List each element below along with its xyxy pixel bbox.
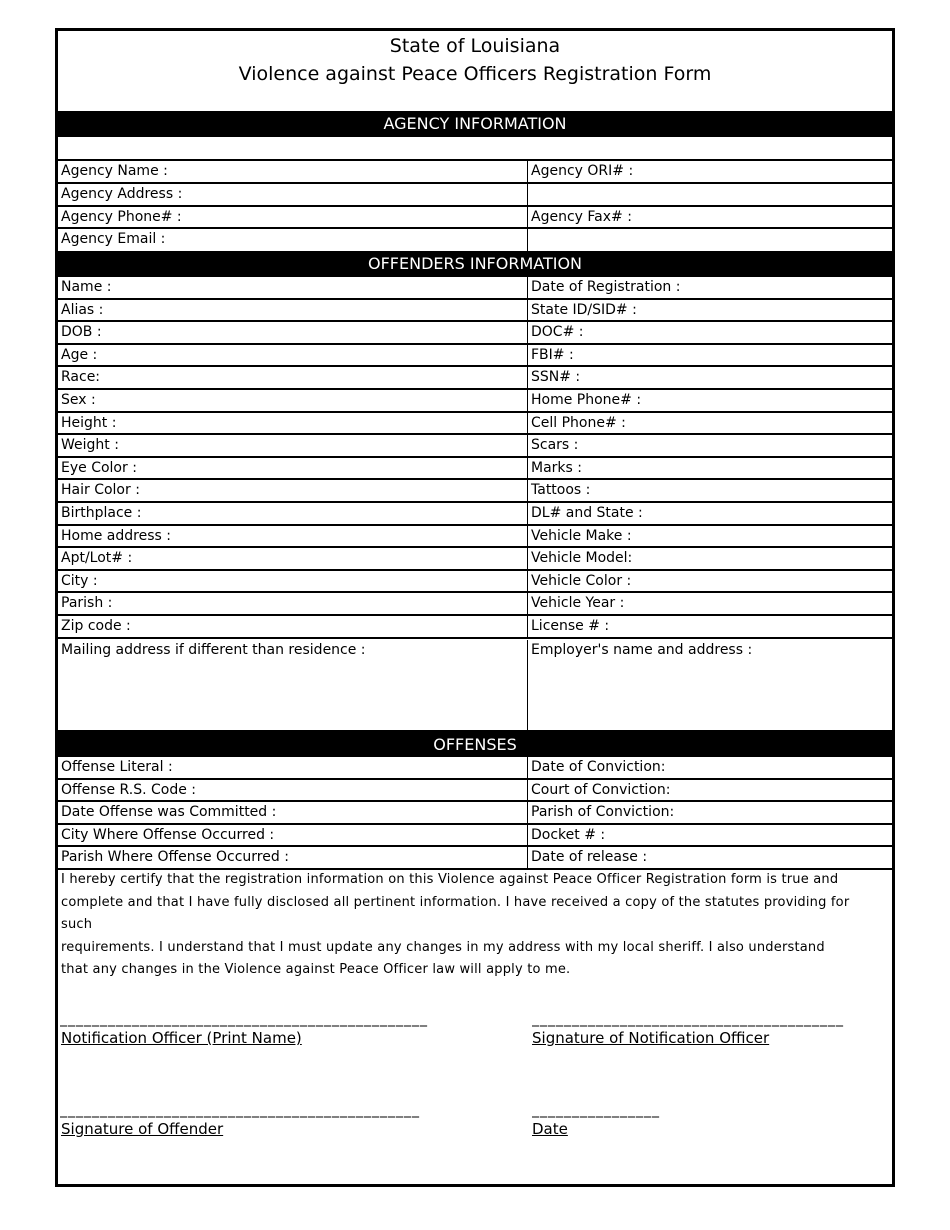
agency-name-field[interactable]: Agency Name : [58, 161, 528, 182]
agency-address-field[interactable]: Agency Address : [58, 184, 528, 205]
offender-field-right[interactable]: Tattoos : [531, 482, 591, 499]
table-row [58, 757, 892, 780]
offender-field-left[interactable]: Eye Color : [58, 458, 528, 479]
officer-name-line[interactable]: ______________________________________________ [60, 1011, 428, 1027]
table-row [58, 526, 892, 549]
table-row [58, 503, 892, 526]
agency-email-right-field[interactable] [528, 229, 892, 251]
offender-field-right[interactable]: Scars : [531, 437, 579, 454]
offense-field-left[interactable]: Parish Where Offense Occurred : [58, 847, 528, 868]
offender-field-right[interactable]: Marks : [531, 459, 582, 476]
offender-field-left[interactable]: Height : [58, 413, 528, 434]
table-row [58, 277, 892, 300]
table-row [58, 847, 892, 870]
table-row [58, 345, 892, 368]
table-row [58, 161, 892, 184]
agency-phone-field[interactable]: Agency Phone# : [58, 207, 528, 227]
offender-field-right[interactable]: Date of Registration : [531, 279, 681, 295]
offender-field-right[interactable]: State ID/SID# : [531, 301, 637, 318]
mailing-employer-row [58, 640, 892, 732]
agency-address-right-field[interactable] [528, 184, 892, 205]
table-row [58, 184, 892, 207]
table-row [58, 435, 892, 458]
offender-field-left[interactable]: Sex : [58, 390, 528, 411]
offender-signature-line[interactable]: _____________________________________________ [60, 1102, 420, 1118]
certification-line: that any changes in the Violence against Peace Officer law will apply to me. [61, 962, 571, 977]
offender-field-left[interactable]: Home address : [58, 526, 528, 547]
offender-field-left[interactable]: Age : [58, 345, 528, 366]
offense-field-left[interactable]: Offense Literal : [58, 757, 528, 778]
notification-officer-label: Notification Officer (Print Name) [61, 1029, 302, 1047]
table-row [58, 229, 892, 251]
offense-field-right[interactable]: Court of Conviction: [531, 781, 671, 798]
officer-signature-line[interactable]: _______________________________________ [532, 1011, 844, 1027]
offense-field-left[interactable]: Offense R.S. Code : [58, 780, 528, 801]
agency-email-field[interactable]: Agency Email : [58, 229, 528, 251]
registration-form [55, 28, 895, 1187]
offense-field-right[interactable]: Parish of Conviction: [531, 804, 675, 821]
table-row [58, 802, 892, 825]
state-title: State of Louisiana [389, 35, 561, 57]
agency-ori-field[interactable]: Agency ORI# : [531, 163, 634, 179]
table-row [58, 300, 892, 323]
date-line[interactable]: ________________ [532, 1102, 660, 1118]
mailing-address-field[interactable]: Mailing address if different than residence : [58, 640, 528, 730]
offender-field-left[interactable]: Hair Color : [58, 480, 528, 501]
table-row [58, 322, 892, 345]
table-row [58, 390, 892, 413]
table-row [58, 780, 892, 803]
table-row [58, 207, 892, 229]
form-title: Violence against Peace Officers Registration Form [238, 63, 712, 85]
offender-signature-label: Signature of Offender [61, 1120, 224, 1138]
offense-field-left[interactable]: Date Offense was Committed : [58, 802, 528, 823]
offender-field-left[interactable]: Birthplace : [58, 503, 528, 524]
table-row [58, 480, 892, 503]
table-row [58, 413, 892, 436]
offender-field-left[interactable]: Race: [58, 367, 528, 388]
agency-section-header: AGENCY INFORMATION [58, 111, 892, 137]
offender-field-right[interactable]: SSN# : [531, 369, 581, 386]
offense-field-right[interactable]: Date of release : [531, 849, 648, 866]
certification-line: I hereby certify that the registration information on this Violence against Peace Officer Registration form is true and [61, 872, 839, 887]
offender-field-right[interactable]: Vehicle Year : [531, 595, 625, 612]
table-row [58, 367, 892, 390]
offense-field-left[interactable]: City Where Offense Occurred : [58, 825, 528, 846]
offense-field-right[interactable]: Date of Conviction: [531, 759, 666, 775]
date-label: Date [532, 1120, 568, 1138]
offender-field-left[interactable]: City : [58, 571, 528, 592]
table-row [58, 571, 892, 594]
offender-field-left[interactable]: Name : [58, 277, 528, 298]
offenders-section-header: OFFENDERS INFORMATION [58, 251, 892, 277]
certification-line: complete and that I have fully disclosed all pertinent information. I have received a copy of the statutes providing for such [61, 894, 850, 932]
table-row [58, 548, 892, 571]
offender-field-left[interactable]: DOB : [58, 322, 528, 343]
officer-signature-label: Signature of Notification Officer [532, 1029, 770, 1047]
offender-field-right[interactable]: Home Phone# : [531, 392, 642, 408]
offender-field-left[interactable]: Alias : [58, 300, 528, 321]
offender-field-right[interactable]: Cell Phone# : [531, 414, 626, 431]
offender-field-right[interactable]: Vehicle Color : [531, 572, 632, 589]
offender-field-right[interactable]: DL# and State : [531, 505, 643, 521]
offender-field-right[interactable]: DOC# : [531, 324, 584, 341]
offender-field-left[interactable]: Weight : [58, 435, 528, 456]
agency-blank-row [58, 137, 892, 161]
table-row [58, 593, 892, 616]
offender-field-left[interactable]: Zip code : [58, 616, 528, 637]
table-row [58, 616, 892, 639]
offenses-section-header: OFFENSES [58, 732, 892, 757]
table-row [58, 458, 892, 481]
table-row [58, 825, 892, 848]
offender-field-right[interactable]: Vehicle Make : [531, 527, 632, 544]
offender-field-left[interactable]: Apt/Lot# : [58, 548, 528, 569]
certification-text [61, 869, 881, 982]
offense-field-right[interactable]: Docket # : [531, 826, 606, 843]
offender-field-right[interactable]: FBI# : [531, 346, 574, 363]
offender-field-right[interactable]: Vehicle Model: [531, 550, 633, 567]
agency-fax-field[interactable]: Agency Fax# : [531, 209, 632, 225]
offender-field-left[interactable]: Parish : [58, 593, 528, 614]
certification-line: requirements. I understand that I must update any changes in my address with my local sheriff. I also understand [61, 939, 825, 955]
offender-field-right[interactable]: License # : [531, 618, 610, 634]
employer-field[interactable]: Employer's name and address : [531, 642, 753, 658]
